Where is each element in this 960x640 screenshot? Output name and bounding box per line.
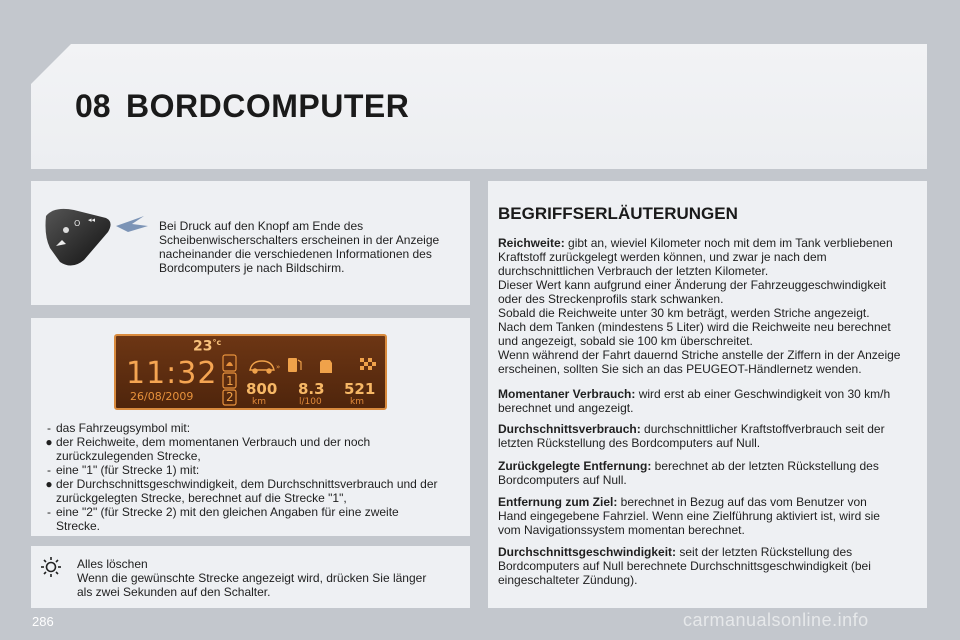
manual-page: 08 BORDCOMPUTER O ◂◂ Bei Druck auf den Knopf am Ende des Scheibenwischerschalters erscheinen in der Anzeige nacheinander die verschiedenen Informationen des Bordcomputers je nach Bildschirm. $23^{^\circ c}$ 11:32 26/08/2009 1 2 » 800 km 8.3 l/100 521 km - das Fahrzeugsymbol mit: ● der Reichweite, dem momentanen Verbrauch und der noch zurückzulegenden Strecke, - eine "1" (für Strecke 1) mit: ● der Durchschnittsgeschwindigkeit, dem Durchschnittsverbrauch und der zurückgelegten Strecke, berechnet auf die Strecke "1", - eine "2" (für Strecke 2) mit den gleichen Angaben für eine zweite Strecke. Alles löschen Wenn die gewünschte Strecke angezeigt wird, drücken Sie länger als zwei Sekunden auf den Schalter. BEGRIFFSERLÄUTERUNGEN Reichweite: gibt an, wieviel Kilometer noch mit dem im Tank verbliebenen Kraftstoff zurückgelegt werden können, und zwar je nach dem durchschnittlichen Verbrauch der letzten Kilometer. Dieser Wert kann aufgrund einer Änderung der Fahrzeuggeschwindigkeit oder des Streckenprofils stark schwanken. Sobald die Reichweite unter 30 km beträgt, werden Striche angezeigt. Nach dem Tanken (mindestens 5 Liter) wird die Reichweite neu berechnet und angezeigt, sobald sie 100 km überschreitet. Wenn während der Fahrt dauernd Striche anstelle der Ziffern in der Anzeige erscheinen, sollten Sie sich an das PEUGEOT-Händlernetz wenden. Momentaner Verbrauch: wird erst ab einer Geschwindigkeit von 30 km/h berechnet und angezeigt. Durchschnittsverbrauch: durchschnittlicher Kraftstoffverbrauch seit der letzten Rückstellung des Bordcomputers auf Null. Zurückgelegte Entfernung: berechnet ab der letzten Rückstellung des Bordcomputers auf Null. Entfernung zum Ziel: berechnet in Bezug auf das vom Benutzer von Hand eingegebene Fahrziel. Wenn eine Zielführung aktiviert ist, wird sie vom Navigationssystem momentan berechnet. Durchschnittsgeschwindigkeit: seit der letzten Rückstellung des Bordcomputers auf Null berechnete Durchschnittsgeschwindigkeit (bei eingeschalteter Zündung). 286 carmanualsonline.info <box>0 0 960 640</box>
svg-text:»: » <box>276 363 281 371</box>
svg-text:O: O <box>74 219 81 228</box>
trip-1-label: 1 <box>226 374 234 388</box>
reset-line: Wenn die gewünschte Strecke angezeigt wird, drücken Sie länger <box>77 571 427 585</box>
definition-durchschnittsverbrauch: Durchschnittsverbrauch: durchschnittlicher Kraftstoffverbrauch seit der letzten Rückstellung des Bordcomputers auf Null. <box>498 422 885 450</box>
svg-text:◂◂: ◂◂ <box>88 216 96 224</box>
reset-line: als zwei Sekunden auf den Schalter. <box>77 585 271 599</box>
display-temperature: $23^{^\circ c}$ <box>193 338 222 355</box>
chapter-number: 08 <box>75 88 111 124</box>
reset-line: Alles löschen <box>77 557 148 571</box>
tip-sun-icon <box>40 556 62 578</box>
jerrycan-icon <box>320 360 332 373</box>
watermark: carmanualsonline.info <box>683 610 869 630</box>
page-number: 286 <box>32 614 54 629</box>
intro-line: nacheinander die verschiedenen Informationen des <box>159 247 432 261</box>
definition-zurueckgelegte-entfernung: Zurückgelegte Entfernung: berechnet ab der letzten Rückstellung des Bordcomputers auf Null. <box>498 459 879 487</box>
display-date: 26/08/2009 <box>130 390 194 403</box>
finish-flag-icon <box>360 358 376 370</box>
display-value: 521 <box>344 380 376 398</box>
definition-durchschnittsgeschwindigkeit: Durchschnittsgeschwindigkeit: seit der letzten Rückstellung des Bordcomputers auf Null berechnete Durchschnittsgeschwindigkeit (bei eingeschalteter Zündung). <box>498 545 871 587</box>
trip-2-label: 2 <box>226 390 234 404</box>
trip-computer-display <box>114 334 387 410</box>
car-icon <box>250 361 274 373</box>
display-value: 800 <box>246 380 278 398</box>
display-unit: l/100 <box>299 397 322 407</box>
wiper-stalk-icon <box>44 196 154 271</box>
display-icons <box>242 354 382 378</box>
definition-reichweite: Reichweite: gibt an, wieviel Kilometer noch mit dem im Tank verbliebenen Kraftstoff zurückgelegt werden können, und zwar je nach dem durchschnittlichen Verbrauch der letzten Kilometer. Dieser Wert kann aufgrund einer Änderung der Fahrzeuggeschwindigkeit oder des Streckenprofils stark schwanken. Sobald die Reichweite unter 30 km beträgt, werden Striche angezeigt. Nach dem Tanken (mindestens 5 Liter) wird die Reichweite neu berechnet und angezeigt, sobald sie 100 km überschreitet. Wenn während der Fahrt dauernd Striche anstelle der Ziffern in der Anzeige erscheinen, sollten Sie sich an das PEUGEOT-Händlernetz wenden. <box>498 236 901 376</box>
chapter-title: BORDCOMPUTER <box>126 88 410 124</box>
intro-line: Scheibenwischerschalters erscheinen in der Anzeige <box>159 233 440 247</box>
definition-momentaner-verbrauch: Momentaner Verbrauch: wird erst ab einer Geschwindigkeit von 30 km/h berechnet und angezeigt. <box>498 387 891 415</box>
intro-line: Bei Druck auf den Knopf am Ende des <box>159 219 364 233</box>
intro-line: Bordcomputers je nach Bildschirm. <box>159 261 345 275</box>
display-time: 11:32 <box>126 356 218 391</box>
fuel-pump-icon <box>288 358 301 372</box>
display-value: 8.3 <box>298 380 325 398</box>
definitions-title: BEGRIFFSERLÄUTERUNGEN <box>498 204 738 223</box>
display-unit: km <box>252 397 266 407</box>
display-unit: km <box>350 397 364 407</box>
definition-entfernung-zum-ziel: Entfernung zum Ziel: berechnet in Bezug auf das vom Benutzer von Hand eingegebene Fahrziel. Wenn eine Zielführung aktiviert ist, wird sie vom Navigationssystem momentan berechnet. <box>498 495 880 537</box>
